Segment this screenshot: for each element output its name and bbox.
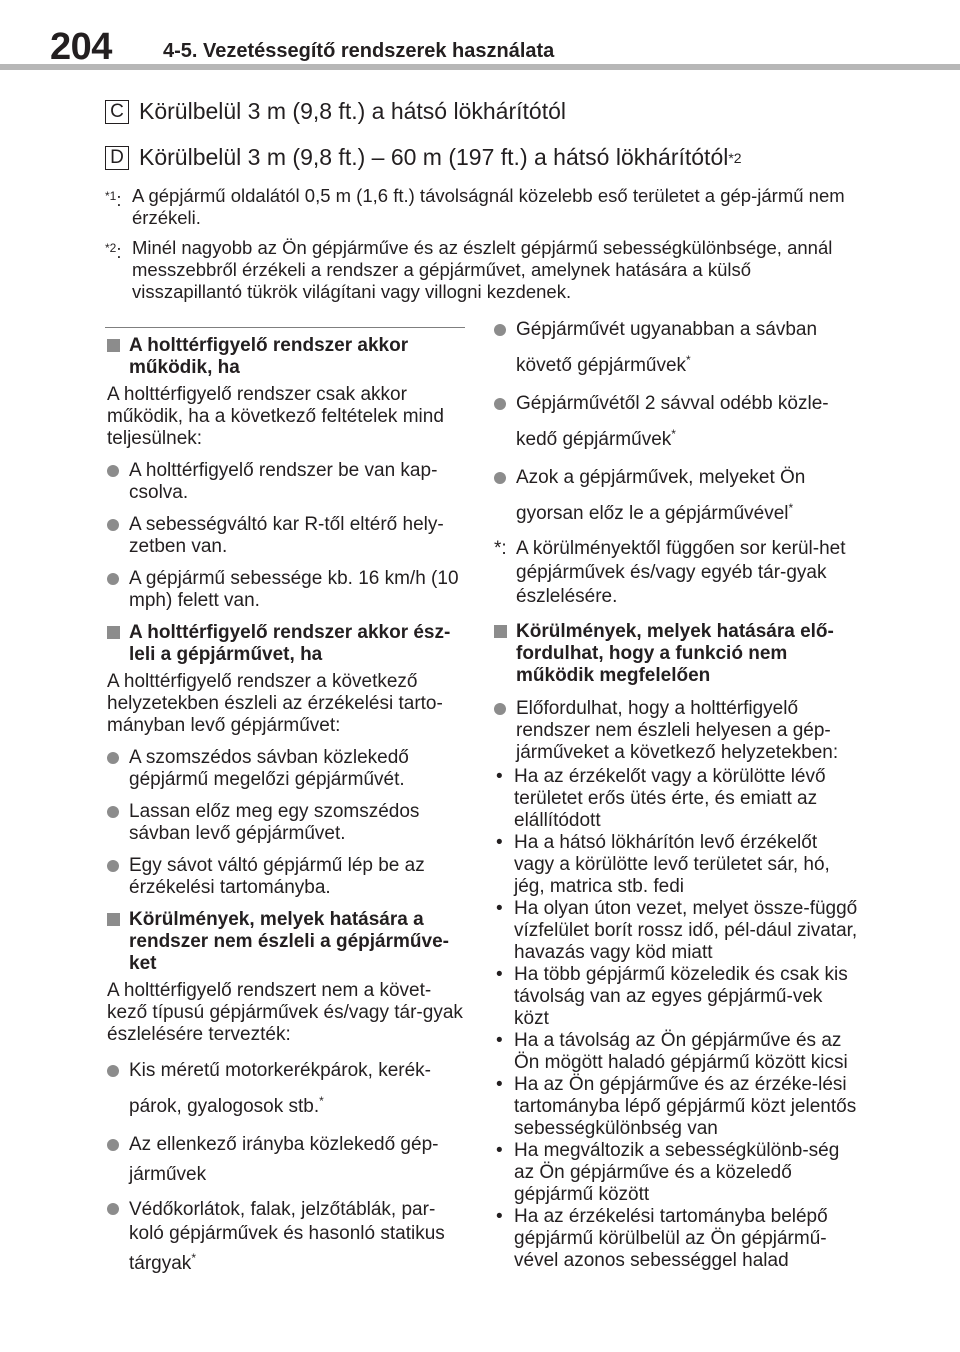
list-item: Előfordulhat, hogy a holttérfigyelő rendszer nem észleli helyesen a gép-járműveket a következő helyzetekben: [494,698,859,764]
subheading: A holttérfigyelő rendszer akkor ész-leli a gépjárművet, ha [107,622,467,666]
circle-bullet-icon [494,472,506,484]
sub-list-item: • Ha olyan úton vezet, melyet össze-függő vízfelület borít rossz idő, pél-dául zivatar, havazás vagy köd miatt [496,898,858,963]
subheading: A holttérfigyelő rendszer akkor működik, ha [107,335,467,379]
square-bullet-icon [107,339,120,352]
square-bullet-icon [494,625,507,638]
circle-bullet-icon [107,465,119,477]
list-item: Védőkorlátok, falak, jelzőtáblák, par-koló gépjárművek és hasonló statikus tárgyak* [107,1198,467,1276]
circle-bullet-icon [107,573,119,585]
item-d [105,144,742,171]
footnote-note: *: A körülményektől függően sor kerül-het gépjárművek és/vagy egyéb tár-gyak észlelésére. [494,538,846,607]
sub-list-item: • Ha megváltozik a sebességkülönb-ség az Ön gépjárművе és a közeledő gépjármű között [496,1140,840,1205]
asterisk: * [191,1251,196,1265]
circle-bullet-icon [107,752,119,764]
asterisk: * [788,501,794,515]
subheading: Körülmények, melyek hatására elő-fordulhat, hogy a funkció nem működik megfelelően [494,621,859,687]
asterisk: * [319,1094,324,1108]
square-bullet-icon [107,626,120,639]
item-c [105,98,566,125]
sub-list-item: • Ha több gépjármű közeledik és csak kis távolság van az egyes gépjármű-vek közt [496,964,848,1029]
list-item: Kis méretű motorkerékpárok, kerék-párok, gyalogosok stb.* [107,1056,467,1122]
sub-list-item: • Ha a távolság az Ön gépjárművе és az Ön mögött haladó gépjármű között kicsi [496,1030,848,1073]
list-item: A sebességváltó kar R-től eltérő hely-zetben van. [107,514,467,558]
square-bullet-icon [107,913,120,926]
footnote-text: A gépjármű oldalától 0,5 m (1,6 ft.) távolságnál közelebb eső területet a gép-jármű nem érzékeli. [132,185,845,228]
asterisk: * [686,353,691,367]
list-item: Gépjárművétől 2 sávval odébb közle-kedő gépjárművek* [494,389,859,455]
circle-bullet-icon [494,324,506,336]
left-column [107,335,467,1286]
circle-bullet-icon [107,806,119,818]
list-item: A szomszédos sávban közlekedő gépjármű megelőzi gépjárművét. [107,747,467,791]
circle-bullet-icon [494,398,506,410]
note-mark: *: [494,538,507,559]
sub-list-item: • Ha az érzékelési tartományba belépő gépjármű körülbelül az Ön gépjármű-vével azonos sebességgel halad [496,1206,828,1271]
letter-badge: C [105,100,129,124]
list-item: A holttérfigyelő rendszer be van kap-csolva. [107,460,467,504]
footnote-mark: *2 [105,241,117,255]
asterisk: * [671,427,676,441]
footnote-1: $^{*1}$: A gépjármű oldalától 0,5 m (1,6 ft.) távolságnál közelebb eső területet a gép-jármű nem érzékeli. [105,185,845,228]
circle-bullet-icon [107,1065,119,1077]
footnote-text: Minél nagyobb az Ön gépjárművе és az észlelt gépjármű sebességkülönbsége, annál messzebbről érzékeli a rendszer a gépjárművet, amelynek hatására a külső visszapillantó tükrök világítani vagy villogni kezdenek. [132,237,833,302]
footnote-2: $^{*2}$: Minél nagyobb az Ön gépjárművе és az észlelt gépjármű sebességkülönbsége, annál messzebbről érzékeli a rendszer a gépjárművet, amelynek hatására a külső visszapillantó tükrök világítani vagy villogni kezdenek. [105,237,833,302]
footnote-mark: *1 [105,189,117,203]
paragraph: A holttérfigyelő rendszer csak akkor működik, ha a következő feltételek mind teljesülnek: [107,384,444,449]
section-divider [105,327,465,328]
sub-list-item: • Ha a hátsó lökhárítón levő érzékelőt vagy a körülötte levő területet sár, hó, jég, matrica stb. fedi [496,832,830,897]
right-column [494,315,859,1272]
list-item: Lassan előz meg egy szomszédos sávban levő gépjárművet. [107,801,467,845]
subheading: Körülmények, melyek hatására a rendszer nem észleli a gépjárműve-ket [107,909,467,975]
sub-list-item: • Ha az érzékelőt vagy a körülötte lévő területet erős ütés érte, és emiatt az elállítódott [496,766,826,831]
item-text: Körülbelül 3 m (9,8 ft.) a hátsó lökhárítótól [139,98,566,124]
section-title: 4-5. Vezetéssegítő rendszerek használata [163,40,555,62]
list-item: Az ellenkező irányba közlekedő gép-járművek [107,1130,467,1190]
item-sup: *2 [728,149,742,166]
item-text: Körülbelül 3 m (9,8 ft.) – 60 m (197 ft.) a hátsó lökhárítótól [139,144,729,170]
circle-bullet-icon [107,519,119,531]
circle-bullet-icon [494,703,506,715]
list-item: Gépjárművét ugyanabban a sávban követő gépjárművek* [494,315,859,381]
sub-list-item: • Ha az Ön gépjárművе és az érzéke-lési tartományba lépő gépjármű közt jelentős sebességkülönbség van [496,1074,857,1139]
circle-bullet-icon [107,1139,119,1151]
list-item: A gépjármű sebessége kb. 16 km/h (10 mph) felett van. [107,568,467,612]
paragraph: A holttérfigyelő rendszer a következő helyzetekben észleli az érzékelési tarto-mányban levő gépjárművet: [107,671,443,736]
list-item: Egy sávot váltó gépjármű lép be az érzékelési tartományba. [107,855,467,899]
letter-badge: D [105,146,129,170]
paragraph: A holttérfigyelő rendszert nem a követ-kező típusú gépjárművek és/vagy tár-gyak észlelésére tervezték: [107,980,463,1045]
circle-bullet-icon [107,1203,119,1215]
list-item: Azok a gépjárművek, melyeket Ön gyorsan előz le a gépjárművével* [494,463,859,529]
circle-bullet-icon [107,860,119,872]
page-number: 204 [50,26,112,68]
